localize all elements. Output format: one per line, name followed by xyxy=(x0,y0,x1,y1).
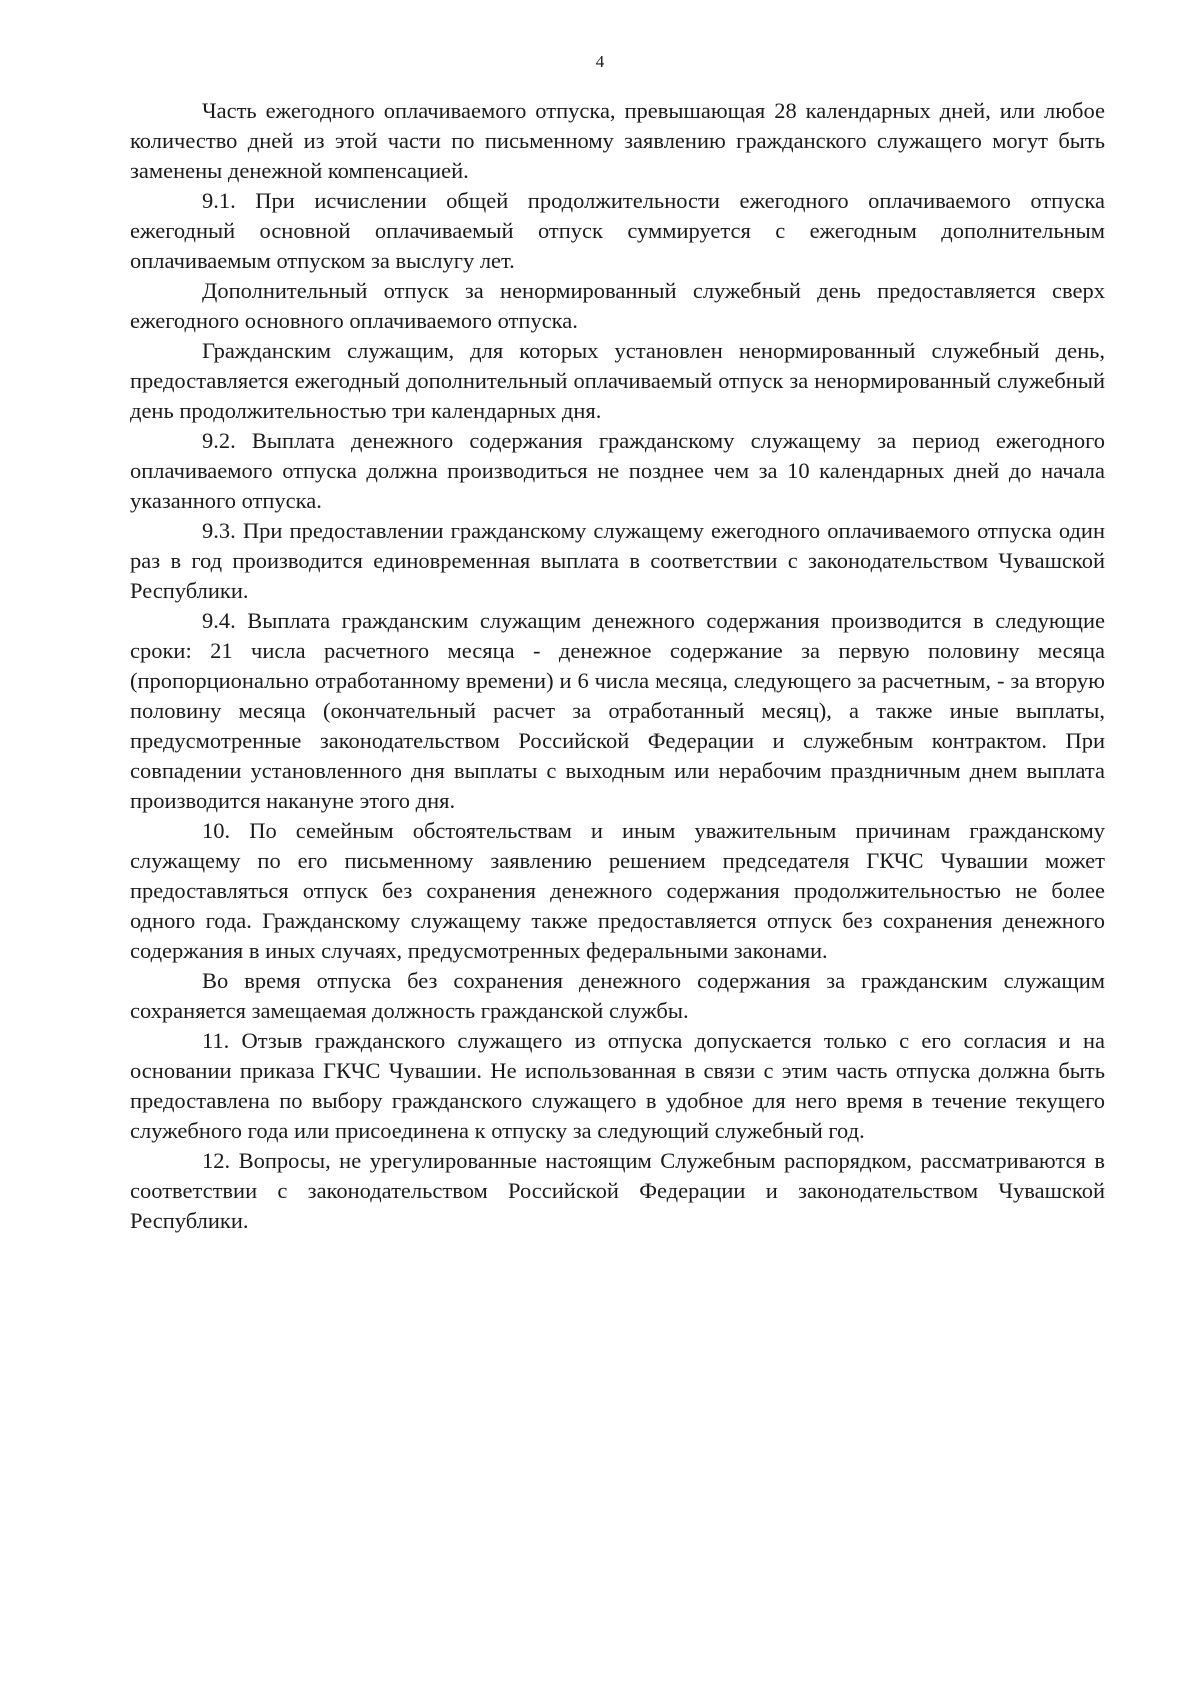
page-number: 4 xyxy=(595,52,605,71)
paragraph-unpaid-leave: Во время отпуска без сохранения денежного содержания за гражданским служащим сохраняется замещаемая должность гражданской службы. xyxy=(130,968,1105,1023)
paragraph-11: 11. Отзыв гражданского служащего из отпуска допускается только с его согласия и на основании приказа ГКЧС Чувашии. Не использованная в связи с этим часть отпуска должна быть предоставлена по выбору гражданского служащего в удобное для него время в течение текущего служебного года или присоединена к отпуску за следующий служебный год. xyxy=(130,1028,1105,1143)
paragraph-10: 10. По семейным обстоятельствам и иным уважительным причинам гражданскому служащему по его письменному заявлению решением председателя ГКЧС Чувашии может предоставляться отпуск без сохранения денежного содержания продолжительностью не более одного года. Гражданскому служащему также предоставляется отпуск без сохранения денежного содержания в иных случаях, предусмотренных федеральными законами. xyxy=(130,818,1105,963)
document-body xyxy=(130,96,1105,1236)
paragraph-irregular-day: Гражданским служащим, для которых установлен ненормированный служебный день, предоставляется ежегодный дополнительный оплачиваемый отпуск за ненормированный служебный день продолжительностью три календарных дня. xyxy=(130,338,1105,423)
paragraph-9-1: 9.1. При исчислении общей продолжительности ежегодного оплачиваемого отпуска ежегодный основной оплачиваемый отпуск суммируется с ежегодным дополнительным оплачиваемым отпуском за выслугу лет. xyxy=(130,188,1105,273)
paragraph-9-4: 9.4. Выплата гражданским служащим денежного содержания производится в следующие сроки: 21 числа расчетного месяца - денежное содержание за первую половину месяца (пропорционально отработанному времени) и 6 числа месяца, следующего за расчетным, - за вторую половину месяца (окончательный расчет за отработанный месяц), а также иные выплаты, предусмотренные законодательством Российской Федерации и служебным контрактом. При совпадении установленного дня выплаты с выходным или нерабочим праздничным днем выплата производится накануне этого дня. xyxy=(130,608,1105,813)
paragraph-9-3: 9.3. При предоставлении гражданскому служащему ежегодного оплачиваемого отпуска один раз в год производится единовременная выплата в соответствии с законодательством Чувашской Республики. xyxy=(130,518,1105,603)
paragraph-12: 12. Вопросы, не урегулированные настоящим Служебным распорядком, рассматриваются в соответствии с законодательством Российской Федерации и законодательством Чувашской Республики. xyxy=(130,1148,1105,1233)
paragraph-9-2: 9.2. Выплата денежного содержания гражданскому служащему за период ежегодного оплачиваемого отпуска должна производиться не позднее чем за 10 календарных дней до начала указанного отпуска. xyxy=(130,428,1105,513)
paragraph-additional-leave: Дополнительный отпуск за ненормированный служебный день предоставляется сверх ежегодного основного оплачиваемого отпуска. xyxy=(130,278,1105,333)
paragraph-compensation: Часть ежегодного оплачиваемого отпуска, превышающая 28 календарных дней, или любое количество дней из этой части по письменному заявлению гражданского служащего могут быть заменены денежной компенсацией. xyxy=(130,98,1105,183)
